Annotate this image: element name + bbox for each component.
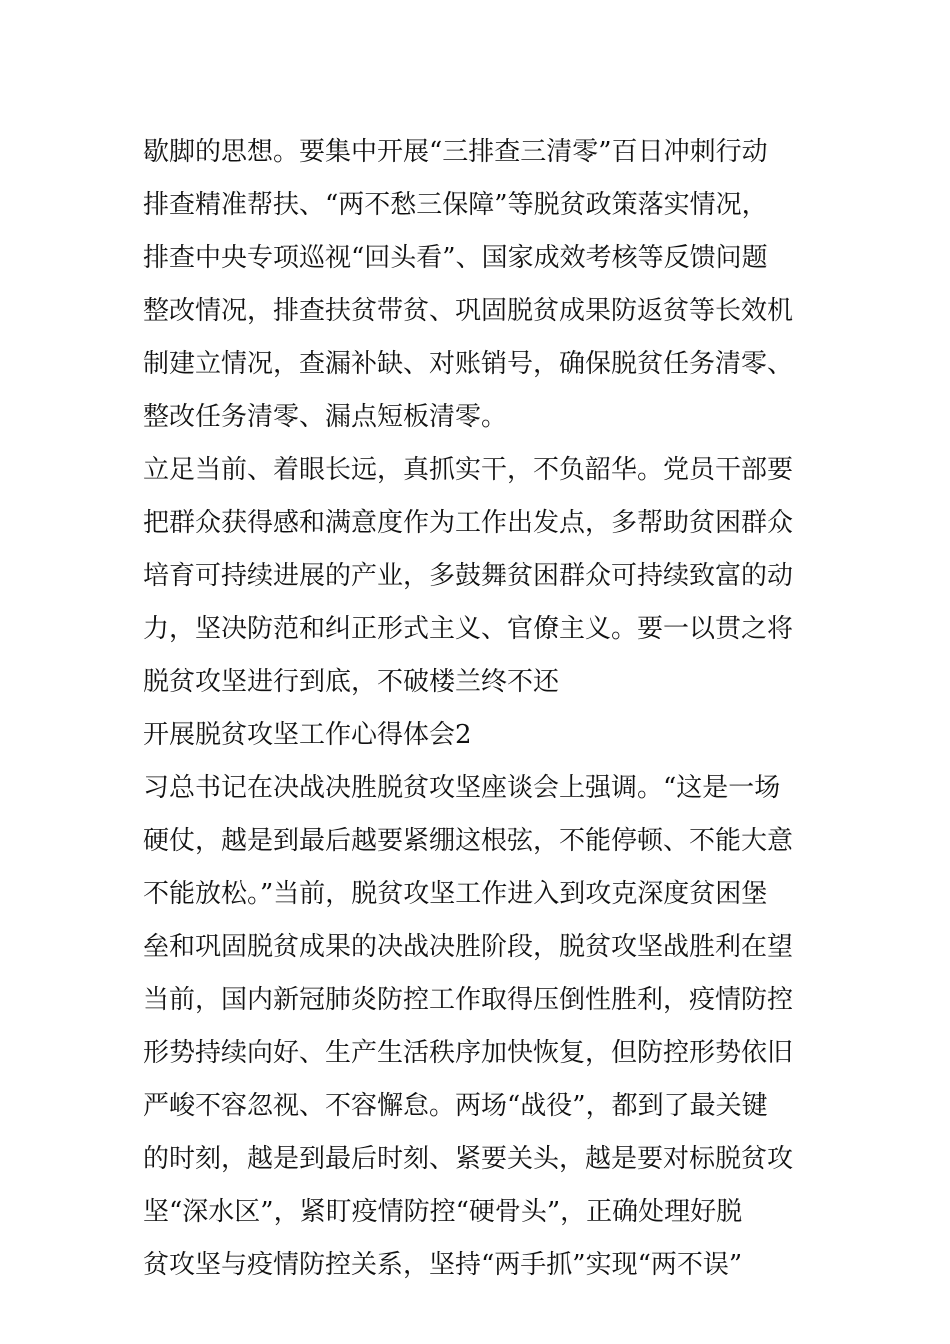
paragraph-3: [143, 762, 813, 1292]
text-line: 习总书记在决战决胜脱贫攻坚座谈会上强调。“这是一场: [143, 773, 781, 803]
text-line: 排查中央专项巡视“回头看”、国家成效考核等反馈问题: [143, 243, 768, 273]
section-heading: 开展脱贫攻坚工作心得体会2: [143, 720, 472, 750]
text-line: 贫攻坚与疫情防控关系，坚持“两手抓”实现“两不误”: [143, 1250, 743, 1280]
text-line: 硬仗，越是到最后越要紧绷这根弦，不能停顿、不能大意: [143, 826, 794, 856]
text-line: 不能放松。”当前，脱贫攻坚工作进入到攻克深度贫困堡: [143, 879, 768, 909]
text-line: 立足当前、着眼长远，真抓实干，不负韶华。党员干部要: [143, 455, 794, 485]
text-line: 把群众获得感和满意度作为工作出发点，多帮助贫困群众: [143, 508, 794, 538]
paragraph-2: [143, 444, 813, 709]
text-line: 整改任务清零、漏点短板清零。: [143, 402, 508, 432]
document-body: [143, 126, 813, 1292]
text-line: 力，坚决防范和纠正形式主义、官僚主义。要一以贯之将: [143, 614, 794, 644]
text-line: 培育可持续进展的产业，多鼓舞贫困群众可持续致富的动: [143, 561, 794, 591]
text-line: 整改情况，排查扶贫带贫、巩固脱贫成果防返贫等长效机: [143, 296, 794, 326]
text-line: 坚“深水区”，紧盯疫情防控“硬骨头”，正确处理好脱: [143, 1197, 743, 1227]
text-line: 歇脚的思想。要集中开展“三排查三清零”百日冲刺行动: [143, 137, 768, 167]
text-line: 形势持续向好、生产生活秩序加快恢复，但防控形势依旧: [143, 1038, 794, 1068]
text-line: 当前，国内新冠肺炎防控工作取得压倒性胜利，疫情防控: [143, 985, 794, 1015]
paragraph-1: [143, 126, 813, 444]
text-line: 脱贫攻坚进行到底，不破楼兰终不还: [143, 667, 560, 697]
text-line: 严峻不容忽视、不容懈怠。两场“战役”，都到了最关键: [143, 1091, 768, 1121]
text-line: 制建立情况，查漏补缺、对账销号，确保脱贫任务清零、: [143, 349, 794, 379]
text-line: 排查精准帮扶、“两不愁三保障”等脱贫政策落实情况，: [143, 190, 768, 220]
text-line: 垒和巩固脱贫成果的决战决胜阶段，脱贫攻坚战胜利在望: [143, 932, 794, 962]
text-line: 的时刻，越是到最后时刻、紧要关头，越是要对标脱贫攻: [143, 1144, 794, 1174]
